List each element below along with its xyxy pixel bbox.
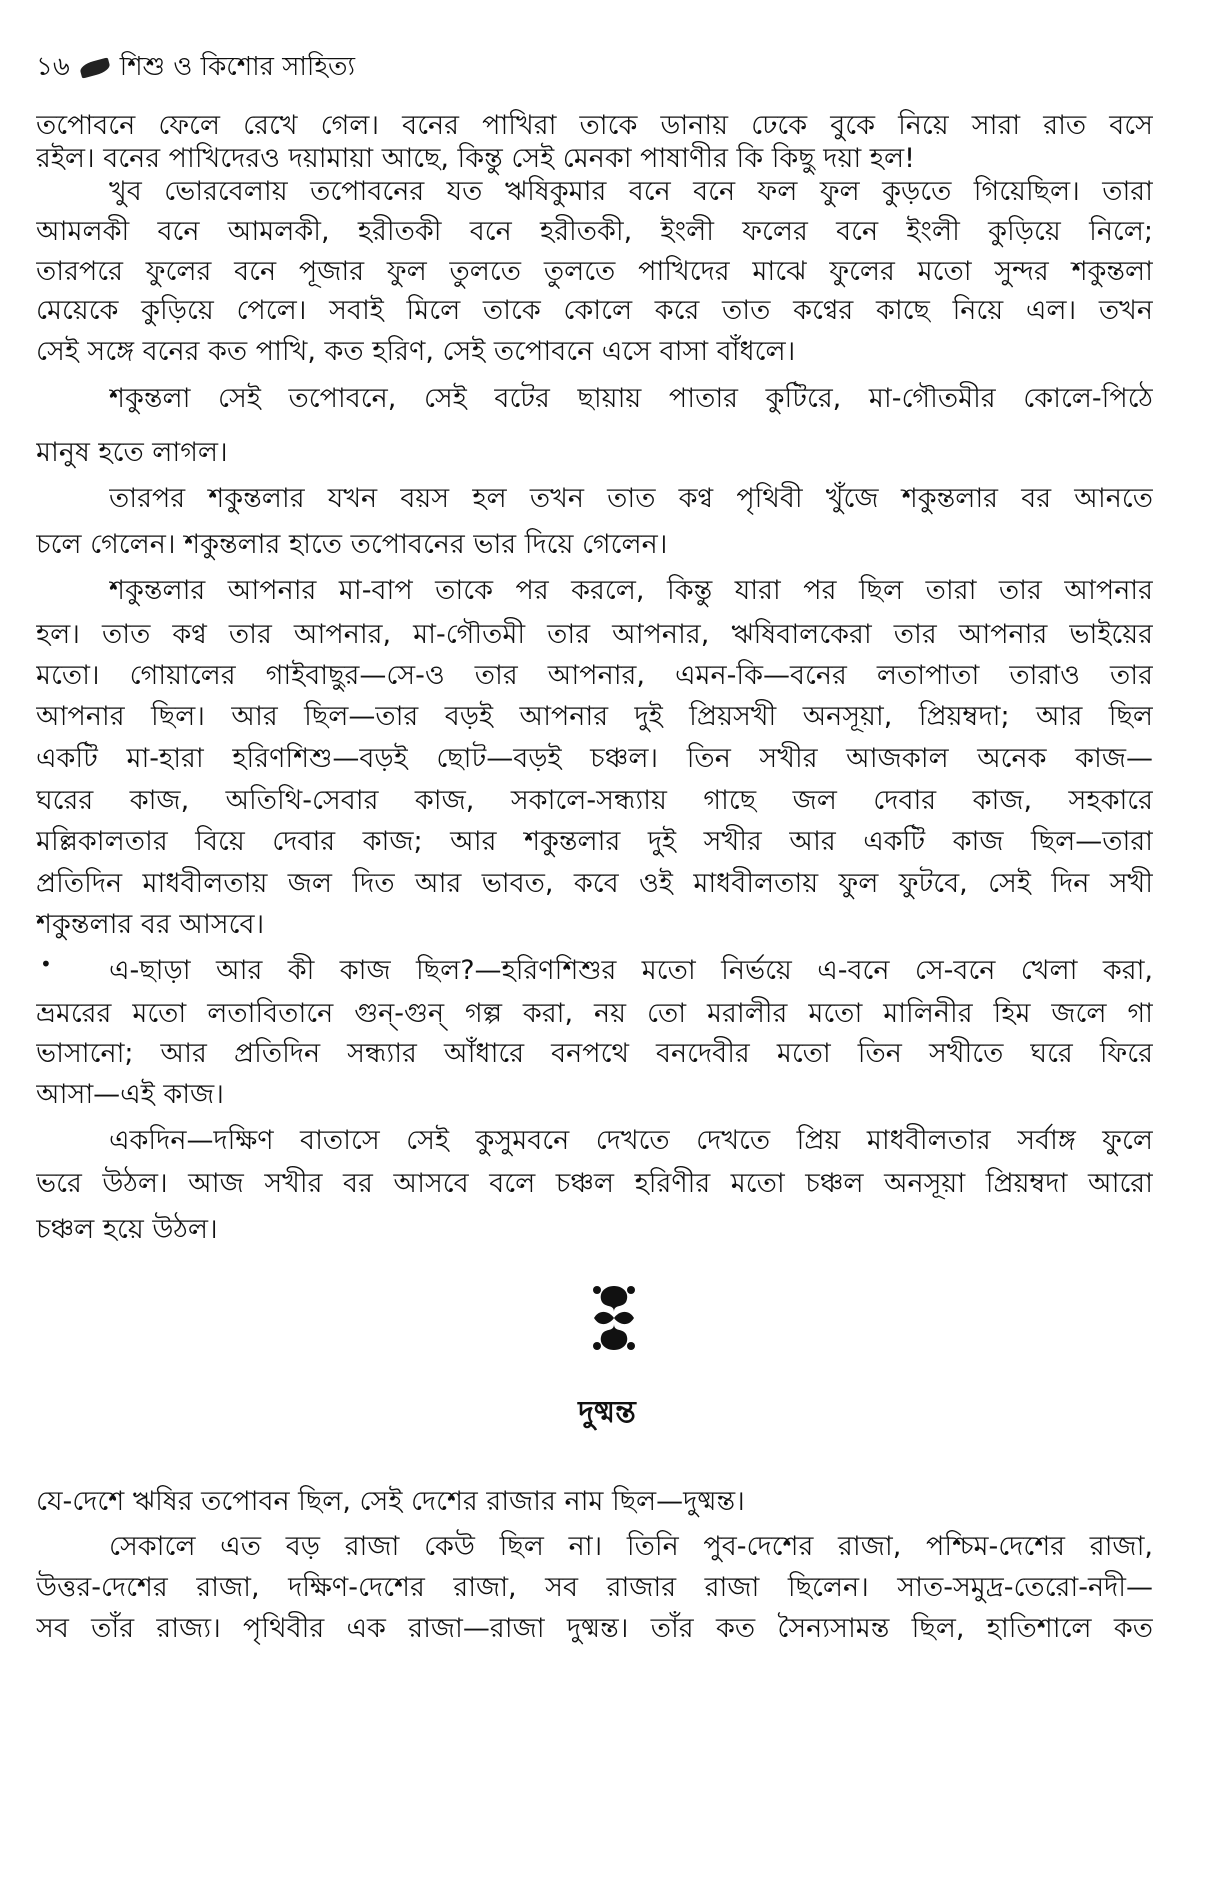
section-title: দুষ্মন্ত bbox=[578, 1395, 636, 1430]
running-header bbox=[36, 46, 355, 90]
text-line: আমলকী বনে আমলকী, হরীতকী বনে হরীতকী, ইংলী ফলের বনে ইংলী কুড়িয়ে নিলে; bbox=[36, 216, 1153, 247]
text-line: ঘরের কাজ, অতিথি-সেবার কাজ, সকালে-সন্ধ্যায় গাছে জল দেবার কাজ, সহকারে bbox=[36, 785, 1153, 816]
text-line: ভাসানো; আর প্রতিদিন সন্ধ্যার আঁধারে বনপথে বনদেবীর মতো তিন সখীতে ঘরে ফিরে bbox=[36, 1038, 1153, 1069]
text-line: হল। তাত কণ্ব তার আপনার, মা-গৌতমী তার আপনার, ঋষিবালকেরা তার আপনার ভাইয়ের bbox=[36, 619, 1153, 650]
text-line: ভ্রমরের মতো লতাবিতানে গুন্-গুন্ গল্প করা, নয় তো মরালীর মতো মালিনীর হিম জলে গা bbox=[36, 998, 1153, 1029]
text-line: শকুন্তলার আপনার মা-বাপ তাকে পর করলে, কিন্তু যারা পর ছিল তারা তার আপনার bbox=[109, 575, 1153, 606]
text-line: খুব ভোরবেলায় তপোবনের যত ঋষিকুমার বনে বনে ফল ফুল কুড়তে গিয়েছিল। তারা bbox=[109, 176, 1153, 207]
text-line: সব তাঁর রাজ্য। পৃথিবীর এক রাজা—রাজা দুষ্মন্ত। তাঁর কত সৈন্যসামন্ত ছিল, হাতিশালে কত bbox=[36, 1613, 1153, 1644]
text-line: মতো। গোয়ালের গাইবাছুর—সে-ও তার আপনার, এমন-কি—বনের লতাপাতা তারাও তার bbox=[36, 660, 1153, 691]
book-title: শিশু ও কিশোর সাহিত্য bbox=[119, 52, 356, 82]
text-line: চলে গেলেন। শকুন্তলার হাতে তপোবনের ভার দিয়ে গেলেন। bbox=[36, 529, 668, 560]
text-line: তারপরে ফুলের বনে পূজার ফুল তুলতে তুলতে পাখিদের মাঝে ফুলের মতো সুন্দর শকুন্তলা bbox=[36, 256, 1153, 287]
bullet-mark: • bbox=[40, 952, 52, 976]
text-line: মল্লিকালতার বিয়ে দেবার কাজ; আর শকুন্তলার দুই সখীর আর একটি কাজ ছিল—তারা bbox=[36, 826, 1153, 857]
text-line: রইল। বনের পাখিদেরও দয়ামায়া আছে, কিন্তু সেই মেনকা পাষাণীর কি কিছু দয়া হল! bbox=[36, 143, 915, 174]
text-line: প্রতিদিন মাধবীলতায় জল দিত আর ভাবত, কবে ওই মাধবীলতায় ফুল ফুটবে, সেই দিন সখী bbox=[36, 868, 1153, 899]
text-line: তারপর শকুন্তলার যখন বয়স হল তখন তাত কণ্ব পৃথিবী খুঁজে শকুন্তলার বর আনতে bbox=[109, 483, 1153, 514]
text-line: একদিন—দক্ষিণ বাতাসে সেই কুসুমবনে দেখতে দেখতে প্রিয় মাধবীলতার সর্বাঙ্গ ফুলে bbox=[109, 1125, 1153, 1156]
text-line: উত্তর-দেশের রাজা, দক্ষিণ-দেশের রাজা, সব রাজার রাজা ছিলেন। সাত-সমুদ্র-তেরো-নদী— bbox=[36, 1572, 1153, 1603]
text-line: সেই সঙ্গে বনের কত পাখি, কত হরিণ, সেই তপোবনে এসে বাসা বাঁধলে। bbox=[36, 336, 796, 367]
text-line: শকুন্তলার বর আসবে। bbox=[36, 909, 265, 940]
text-line: শকুন্তলা সেই তপোবনে, সেই বটের ছায়ায় পাতার কুটিরে, মা-গৌতমীর কোলে-পিঠে bbox=[109, 383, 1153, 414]
text-line: চঞ্চল হয়ে উঠল। bbox=[36, 1214, 218, 1245]
text-line: মেয়েকে কুড়িয়ে পেলে। সবাই মিলে তাকে কোলে করে তাত কণ্বের কাছে নিয়ে এল। তখন bbox=[36, 295, 1153, 326]
leaf-ornament-icon bbox=[78, 57, 111, 78]
text-line: যে-দেশে ঋষির তপোবন ছিল, সেই দেশের রাজার নাম ছিল—দুষ্মন্ত। bbox=[36, 1486, 745, 1517]
section-ornament-icon bbox=[592, 1282, 636, 1354]
text-line: মানুষ হতে লাগল। bbox=[36, 437, 228, 468]
text-line: সেকালে এত বড় রাজা কেউ ছিল না। তিনি পুব-দেশের রাজা, পশ্চিম-দেশের রাজা, bbox=[109, 1531, 1153, 1562]
page-number: ১৬ bbox=[36, 52, 70, 82]
text-line: আসা—এই কাজ। bbox=[36, 1079, 224, 1110]
text-line: তপোবনে ফেলে রেখে গেল। বনের পাখিরা তাকে ডানায় ঢেকে বুকে নিয়ে সারা রাত বসে bbox=[36, 110, 1153, 141]
text-line: ভরে উঠল। আজ সখীর বর আসবে বলে চঞ্চল হরিণীর মতো চঞ্চল অনসূয়া প্রিয়ম্বদা আরো bbox=[36, 1168, 1153, 1199]
text-line: এ-ছাড়া আর কী কাজ ছিল?—হরিণশিশুর মতো নির্ভয়ে এ-বনে সে-বনে খেলা করা, bbox=[109, 955, 1153, 986]
text-line: আপনার ছিল। আর ছিল—তার বড়ই আপনার দুই প্রিয়সখী অনসূয়া, প্রিয়ম্বদা; আর ছিল bbox=[36, 701, 1153, 732]
text-line: একটি মা-হারা হরিণশিশু—বড়ই ছোট—বড়ই চঞ্চল। তিন সখীর আজকাল অনেক কাজ— bbox=[36, 743, 1153, 774]
